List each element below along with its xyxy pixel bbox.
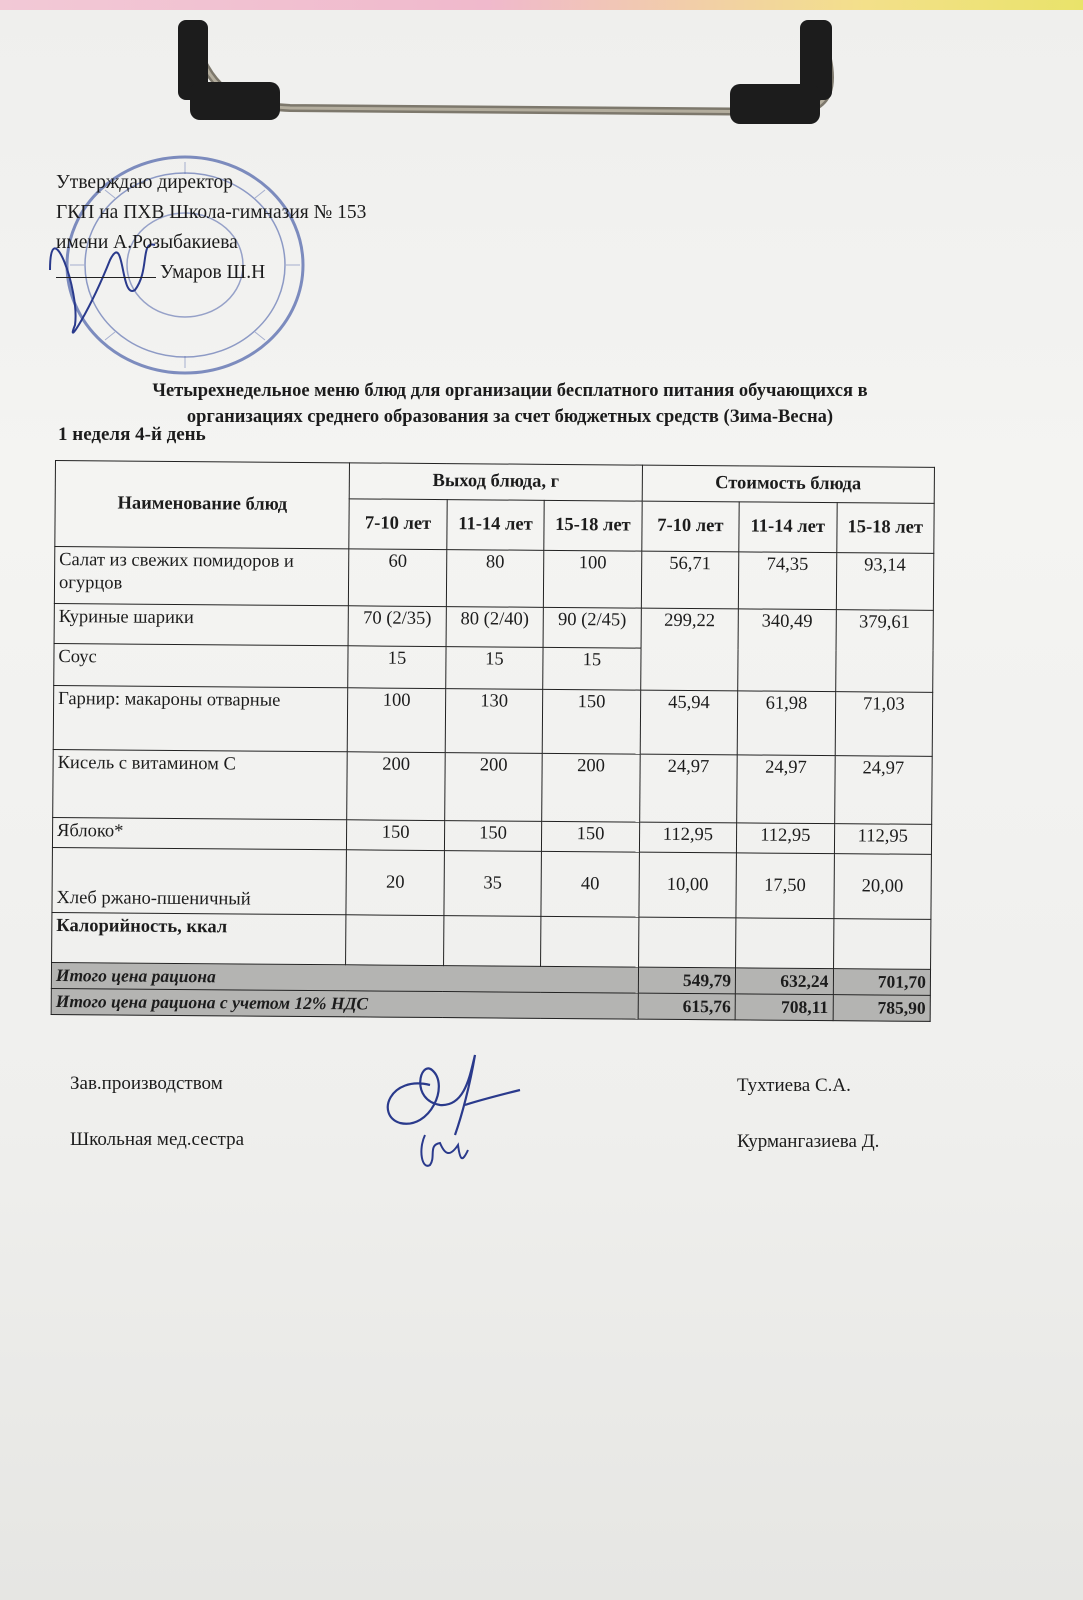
yield-cell: 35 [444, 851, 542, 917]
total-vat-label: Итого цена рациона с учетом 12% НДС [51, 988, 638, 1019]
clipboard-clip-icon [170, 0, 860, 140]
header-yield: Выход блюда, г [350, 463, 643, 501]
yield-cell: 100 [544, 550, 642, 608]
approval-line-2: ГКП на ПХВ Школа-гимназия № 153 [56, 202, 367, 223]
table-row [53, 685, 932, 756]
signature-line [56, 277, 156, 278]
yield-cell: 80 [446, 550, 544, 608]
approval-line-4 [56, 258, 366, 288]
cost-cell: 340,49 [738, 609, 836, 692]
header-age: 7-10 лет [349, 499, 447, 550]
total-value: 549,79 [638, 967, 736, 994]
cost-cell: 45,94 [640, 690, 738, 755]
dish-name: Гарнир: макароны отварные [53, 685, 348, 751]
cost-cell: 112,95 [834, 824, 932, 855]
empty-cell [833, 919, 931, 970]
footer-name-2: Курмангазиева Д. [737, 1131, 880, 1152]
yield-cell: 15 [348, 646, 446, 689]
empty-cell [346, 915, 444, 966]
header-age: 7-10 лет [641, 501, 739, 552]
total-vat-value: 615,76 [638, 993, 736, 1020]
cost-cell: 299,22 [640, 608, 738, 691]
cost-cell: 24,97 [834, 756, 932, 825]
yield-cell: 150 [347, 820, 445, 851]
footer-role-1: Зав.производством [70, 1073, 223, 1094]
header-cost: Стоимость блюда [642, 465, 935, 503]
cost-cell: 20,00 [833, 854, 931, 920]
yield-cell: 60 [349, 549, 447, 607]
yield-cell: 150 [542, 689, 640, 754]
yield-cell: 200 [542, 753, 640, 822]
cost-cell: 93,14 [836, 553, 934, 611]
header-age: 15-18 лет [544, 500, 642, 551]
cost-cell: 17,50 [736, 853, 834, 919]
cost-cell: 74,35 [738, 552, 836, 610]
total-value: 701,70 [833, 969, 931, 996]
yield-cell: 150 [542, 821, 640, 852]
title-line-1: Четырехнедельное меню блюд для организации бесплатного питания обучающихся в [152, 381, 868, 401]
header-row [55, 461, 934, 504]
dish-name: Салат из свежих помидоров и огурцов [54, 547, 349, 606]
yield-cell: 130 [445, 689, 543, 754]
yield-cell: 90 (2/45) [543, 607, 641, 648]
yield-cell: 40 [541, 851, 639, 917]
title-line-2: организациях среднего образования за счет бюджетных средств (Зима-Весна) [186, 407, 834, 427]
yield-cell: 150 [444, 821, 542, 852]
total-label: Итого цена рациона [51, 962, 638, 993]
cost-cell: 24,97 [639, 754, 737, 823]
header-age: 15-18 лет [836, 503, 934, 554]
yield-cell: 15 [445, 647, 543, 690]
total-vat-value: 785,90 [833, 995, 931, 1022]
yield-cell: 15 [543, 647, 641, 690]
dish-name: Хлеб ржано-пшеничный [52, 847, 347, 914]
approval-line-3: имени А.Розыбакиева [56, 232, 238, 253]
director-name: Умаров Ш.Н [160, 262, 266, 283]
empty-cell [736, 918, 834, 969]
table-row [53, 749, 933, 824]
footer-name-1: Тухтиева С.А. [737, 1075, 851, 1096]
table-row [54, 603, 933, 650]
dish-name: Куриные шарики [54, 603, 349, 645]
footer-role-2: Школьная мед.сестра [70, 1129, 245, 1150]
table-row [52, 847, 931, 919]
yield-cell: 80 (2/40) [446, 607, 544, 648]
cost-cell: 379,61 [835, 610, 933, 693]
header-age: 11-14 лет [447, 500, 545, 551]
signature-icon [370, 1045, 540, 1175]
menu-table [51, 460, 935, 1022]
week-day-subtitle: 1 неделя 4-й день [58, 424, 206, 445]
dish-name: Кисель с витамином С [53, 749, 348, 819]
header-dish-name: Наименование блюд [55, 461, 350, 549]
cost-cell: 56,71 [641, 551, 739, 609]
cost-cell: 112,95 [639, 822, 737, 853]
empty-cell [638, 917, 736, 968]
cost-cell: 10,00 [639, 852, 737, 918]
total-value: 632,24 [735, 968, 833, 995]
table-row [54, 547, 933, 611]
yield-cell: 200 [444, 753, 542, 822]
yield-cell: 100 [348, 688, 446, 753]
yield-cell: 70 (2/35) [348, 606, 446, 647]
approval-block [56, 168, 366, 288]
dish-name: Яблоко* [52, 817, 347, 849]
header-age: 11-14 лет [739, 502, 837, 553]
dish-name: Соус [54, 643, 349, 687]
empty-cell [541, 916, 639, 967]
cost-cell: 24,97 [737, 755, 835, 824]
total-vat-value: 708,11 [735, 994, 833, 1021]
cost-cell: 112,95 [737, 823, 835, 854]
cost-cell: 71,03 [835, 692, 933, 757]
calories-row [52, 912, 931, 969]
yield-cell: 200 [347, 752, 445, 821]
document-title [60, 378, 960, 430]
yield-cell: 20 [346, 850, 444, 916]
calories-label: Калорийность, ккал [52, 912, 347, 964]
empty-cell [443, 916, 541, 967]
cost-cell: 61,98 [737, 691, 835, 756]
approval-line-1: Утверждаю директор [56, 172, 234, 193]
